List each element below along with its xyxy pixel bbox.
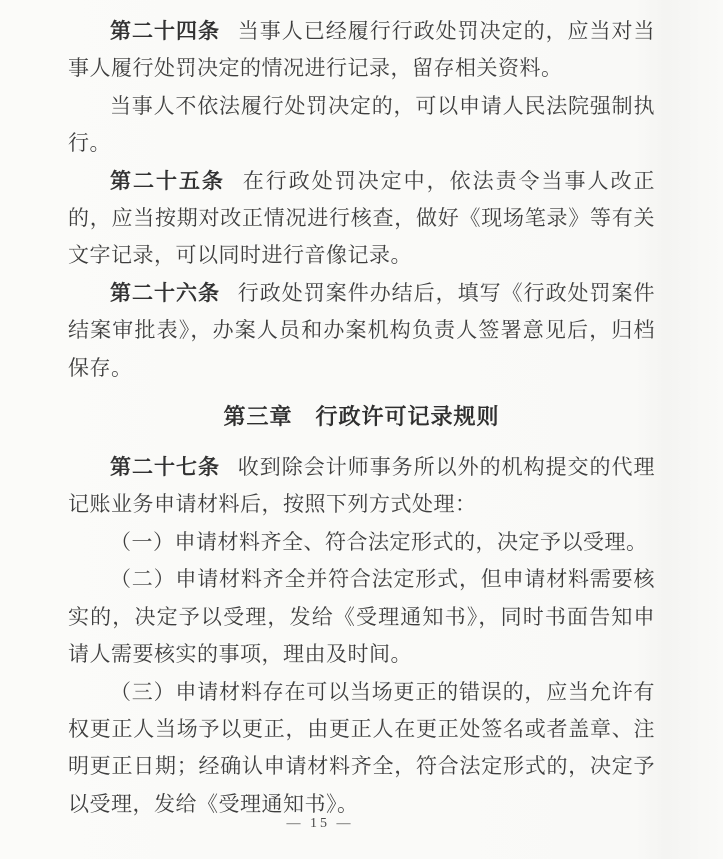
paragraph-article-25 [68, 163, 655, 275]
article-27-item-3-text: （三）申请材料存在可以当场更正的错误的，应当允许有权更正人当场予以更正，由更正人在更正处签名或者盖章、注明更正日期；经确认申请材料齐全，符合法定形式的，决定予以受理，发给《受理通知书》。 [68, 679, 655, 816]
article-25-number: 第二十五条 [110, 168, 225, 193]
article-26-text: 行政处罚案件办结后，填写《行政处罚案件结案审批表》，办案人员和办案机构负责人签署意见后，归档保存。 [68, 280, 656, 380]
paragraph-article-27 [68, 449, 655, 524]
page-number: — 15 — [286, 816, 354, 831]
article-24-number: 第二十四条 [110, 19, 220, 43]
paragraph-article-27-item-2 [68, 561, 655, 673]
paragraph-article-24 [68, 13, 655, 88]
paragraph-article-27-item-3 [68, 674, 655, 824]
article-27-number: 第二十七条 [110, 455, 220, 480]
article-24-text: 当事人已经履行行政处罚决定的，应当对当事人履行处罚决定的情况进行记录，留存相关资料。 [68, 19, 656, 81]
article-27-item-1-text: （一）申请材料齐全、符合法定形式的，决定予以受理。 [110, 529, 648, 554]
article-24-clause-2-text: 当事人不依法履行处罚决定的，可以申请人民法院强制执行。 [68, 93, 655, 156]
paragraph-article-24-clause-2 [68, 88, 655, 163]
article-26-number: 第二十六条 [110, 280, 220, 305]
chapter-3-heading: 第三章 行政许可记录规则 [223, 404, 500, 430]
paragraph-article-27-item-1 [68, 524, 655, 561]
article-27-item-2-text: （二）申请材料齐全并符合法定形式，但申请材料需要核实的，决定予以受理，发给《受理通知书》，同时书面告知申请人需要核实的事项，理由及时间。 [68, 567, 655, 667]
article-27-text: 收到除会计师事务所以外的机构提交的代理记账业务申请材料后，按照下列方式处理： [68, 455, 656, 517]
paragraph-article-26 [68, 275, 655, 387]
article-25-text: 在行政处罚决定中，依法责令当事人改正的，应当按期对改正情况进行核查，做好《现场笔录》等有关文字记录，可以同时进行音像记录。 [68, 168, 655, 268]
